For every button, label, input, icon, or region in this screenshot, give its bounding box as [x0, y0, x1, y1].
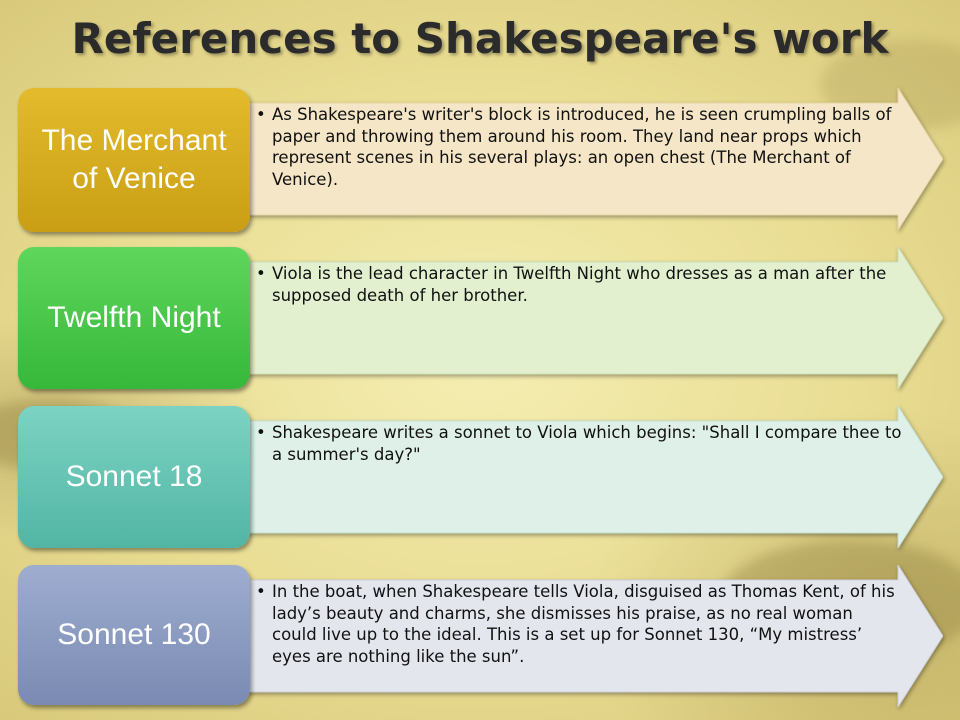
bullet-icon: • [256, 423, 266, 442]
row-twelfth-night [18, 247, 943, 397]
bullet-icon: • [256, 582, 266, 601]
row-text-content: Shakespeare writes a sonnet to Viola which begins: "Shall I compare thee to a summer's day?" [272, 423, 902, 464]
box-twelfth-night [18, 247, 250, 389]
box-label: Twelfth Night [47, 301, 221, 334]
row-text-content: As Shakespeare's writer's block is introduced, he is seen crumpling balls of paper and throwing them around his room. They land near props which represent scenes in his several plays: an open chest (The Merchant of Venice). [272, 105, 892, 189]
box-label: Sonnet 18 [65, 460, 203, 493]
row-text [256, 263, 902, 306]
row-text [256, 104, 902, 190]
box-sonnet-18 [18, 406, 250, 548]
box-sonnet-130 [18, 565, 250, 705]
box-label: The Merchant of Venice [41, 124, 227, 195]
row-text [256, 422, 902, 465]
bullet-icon: • [256, 264, 266, 283]
bullet-icon: • [256, 105, 266, 124]
row-text-content: In the boat, when Shakespeare tells Viola, disguised as Thomas Kent, of his lady’s beauty and charms, she dismisses his praise, as no real woman could live up to the ideal. This is a set up for Sonnet 130, “My mistress’ eyes are nothing like the sun”. [272, 582, 895, 666]
row-merchant-of-venice [18, 88, 943, 238]
box-label: Sonnet 130 [57, 618, 211, 651]
slide-title: References to Shakespeare's work [71, 14, 889, 63]
row-sonnet-18 [18, 406, 943, 556]
row-text [256, 581, 902, 667]
row-sonnet-130 [18, 565, 943, 715]
box-merchant-of-venice [18, 88, 250, 232]
row-text-content: Viola is the lead character in Twelfth Night who dresses as a man after the supposed death of her brother. [272, 264, 887, 305]
